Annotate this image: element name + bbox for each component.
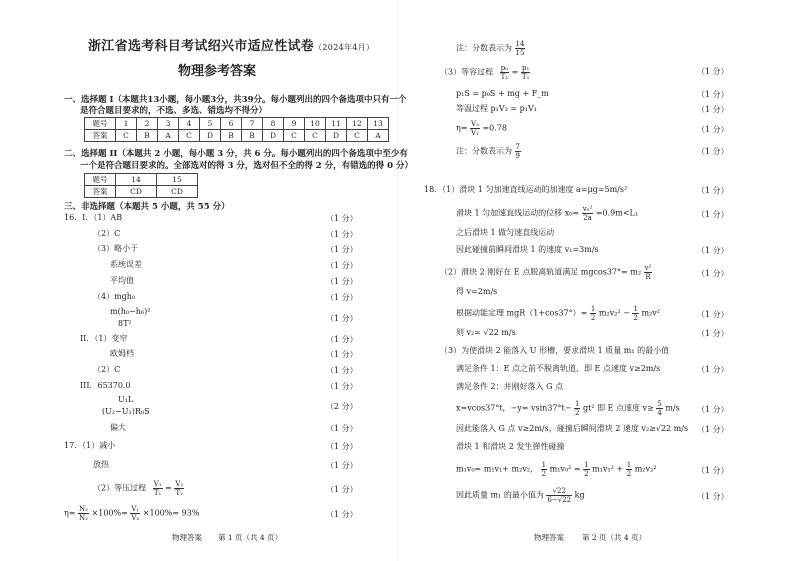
q16-formula-den: 8T² xyxy=(118,319,132,328)
q16-formula-num: U₁L xyxy=(118,395,134,404)
q17-line: 放热 xyxy=(93,460,109,469)
score-label: （1 分） xyxy=(326,261,358,270)
question-number-cell: 8 xyxy=(263,118,284,130)
q17-line: （2）等压过程 $\frac{\text{V₁}}{\text{T₁}}$ = $\frac{\text{V₂}}{\text{T₂}}$ xyxy=(93,480,184,497)
score-label: （1 分） xyxy=(326,314,358,323)
q18-line: 因此质量 m₁ 的最小值为 $\frac{√22}{6-√22}$ kg xyxy=(456,487,585,504)
score-label: （1 分） xyxy=(326,335,358,344)
score-label: （1 分） xyxy=(326,366,358,375)
q16-line: （2）C xyxy=(93,229,121,238)
answer-cell: D xyxy=(200,130,221,142)
score-label: （1 分） xyxy=(326,461,358,470)
answer-cell: B xyxy=(221,130,242,142)
score-label: （1 分） xyxy=(697,365,729,374)
score-label: （1 分） xyxy=(697,405,729,414)
answer-cell: B xyxy=(137,130,158,142)
note-line: 注：分数表示为 $\frac{14}{15}$ xyxy=(456,40,525,57)
exam-title: 浙江省选考科目考试绍兴市适应性试卷（2024年4月） xyxy=(88,39,375,54)
score-label: （1 分） xyxy=(697,147,729,156)
question-number-cell: 5 xyxy=(200,118,221,130)
footer-page: 第 2 页（共 4 页） xyxy=(582,533,647,542)
score-label: （1 分） xyxy=(697,125,729,134)
question-number-cell: 15 xyxy=(157,174,198,186)
row-label: 题号 xyxy=(85,174,116,186)
answer-cell: CD xyxy=(157,186,198,198)
q18-line: 得 v=2m/s xyxy=(456,287,498,296)
note-line: 注：分数表示为 $\frac{7}{9}$ xyxy=(456,143,521,160)
answer-cell: C xyxy=(116,130,137,142)
question-number-cell: 10 xyxy=(305,118,326,130)
score-label: （1 分） xyxy=(697,329,729,338)
score-label: （1 分） xyxy=(326,510,358,519)
answer-cell: C xyxy=(284,130,305,142)
question-number-cell: 12 xyxy=(347,118,368,130)
score-label: （1 分） xyxy=(697,186,729,195)
answer-row xyxy=(85,130,389,142)
q16-line: II．（1）变窄 xyxy=(80,334,128,343)
page-divider xyxy=(397,0,398,561)
q17-ratio: η= $\frac{\text{V₃}}{\text{V₁}}$ =0.78 xyxy=(456,120,507,137)
question-number-cell: 2 xyxy=(137,118,158,130)
question-number-cell: 4 xyxy=(179,118,200,130)
question-number-cell: 14 xyxy=(116,174,157,186)
q16-line: 16．I．（1）AB xyxy=(64,213,123,222)
answer-cell: D xyxy=(263,130,284,142)
question-number-row xyxy=(85,174,198,186)
score-label: （1 分） xyxy=(697,246,729,255)
q16-line: III．65370.0 xyxy=(80,381,131,390)
score-label: （1 分） xyxy=(326,485,358,494)
q18-line: （3）为使滑块 2 能落入 U 形槽，要求滑块 1 质量 m₁ 的最小值 xyxy=(440,346,670,355)
score-label: （1 分） xyxy=(697,269,729,278)
q16-line: （2）C xyxy=(93,365,121,374)
answer-cell: B xyxy=(242,130,263,142)
score-label: （1 分） xyxy=(697,492,729,501)
section2-heading: 二、选择题 II（本题共 2 小题，每小题 3 分，共 6 分。每小题列出的四个备选项中至少有 xyxy=(64,149,408,159)
q17-force-eq: p₁S = p₀S + mg + F_m xyxy=(456,89,549,98)
q18-line: 滑块 1 匀加速直线运动的位移 x₀= $\frac{\text{v₀²}}{2a}$ =0.9m<L₁ xyxy=(456,205,639,222)
score-label: （2 分） xyxy=(326,402,358,411)
q18-line: x=vcos37°t，−y= vsin37°t− $\frac{1}{2}$ gt² 即 E 点速度 v≥ $\frac{5}{4}$ m/s xyxy=(456,400,680,417)
q17-isochoric: （3）等容过程 $\frac{\text{p₀}}{\text{T₂}}$ = $\frac{\text{p₁}}{\text{T₁}}$ xyxy=(440,64,530,81)
q18-line: 滑块 1 和滑块 2 发生弹性碰撞 xyxy=(456,442,565,451)
row-label: 题号 xyxy=(85,118,116,130)
footer-subject: 物理答案 xyxy=(534,533,564,542)
footer-subject: 物理答案 xyxy=(172,533,202,542)
answer-cell: D xyxy=(326,130,347,142)
question-number-cell: 9 xyxy=(284,118,305,130)
q17-isothermal: 等温过程 p₁V₃ = p₁V₁ xyxy=(456,104,537,113)
score-label: （1 分） xyxy=(326,424,358,433)
question-number-cell: 3 xyxy=(158,118,179,130)
question-number-cell: 6 xyxy=(221,118,242,130)
q16-line: （4）mgh₀ xyxy=(93,292,136,301)
q16-formula-den: (U₂−U₁)R₀S xyxy=(102,407,150,416)
section1-heading: 一、选择题 I（本题共13小题，每小题3分，共39分。每小题列出的四个备选项中只有一个 xyxy=(64,95,407,105)
q18-line: m₁v₀= m₁v₁+ m₂v₂， $\frac{1}{2}$ m₁v₀² = $\frac{1}{2}$ m₁v₁² + $\frac{1}{2}$ m₂v₂² xyxy=(456,461,657,478)
answer-cell: C xyxy=(305,130,326,142)
q16-line: （3）略小于 xyxy=(93,244,139,253)
answer-cell: A xyxy=(368,130,389,142)
question-number-cell: 1 xyxy=(116,118,137,130)
section2-answer-table xyxy=(84,173,198,198)
q18-line: 因此能落入 G 点 v≥2m/s，碰撞后瞬间滑块 2 速度 v₂≥√22 m/s xyxy=(456,424,689,433)
q18-line: 满足条件 2：并刚好落入 G 点 xyxy=(456,382,564,391)
q18-line: （2）滑块 2 刚好在 E 点脱离轨道满足 mgcos37°= m₂ $\frac{\text{v²}}{R}$ xyxy=(440,264,652,281)
score-label: （1 分） xyxy=(326,350,358,359)
q18-line: 则 v₂= √22 m/s xyxy=(456,328,516,337)
score-label: （1 分） xyxy=(697,425,729,434)
question-number-row xyxy=(85,118,389,130)
q18-line: 之后滑块 1 做匀速直线运动 xyxy=(456,228,555,237)
answer-cell: C xyxy=(347,130,368,142)
score-label: （1 分） xyxy=(326,382,358,391)
q17-efficiency: η= $\frac{\text{N₂}}{\text{N₂}}$ ×100%= $\frac{\text{V₁}}{\text{V₂}}$ ×100%= 93% xyxy=(64,505,200,522)
question-number-cell: 13 xyxy=(368,118,389,130)
score-label: （1 分） xyxy=(697,67,729,76)
answer-key-subtitle: 物理参考答案 xyxy=(178,64,257,79)
q16-line: 平均值 xyxy=(110,276,134,285)
q16-formula-num: m(h₀−h₆)² xyxy=(110,307,151,316)
score-label: （1 分） xyxy=(697,105,729,114)
score-label: （1 分） xyxy=(326,277,358,286)
q18-line: 18．（1）滑块 1 匀加速直线运动的加速度 a=μg=5m/s² xyxy=(424,185,628,194)
score-label: （1 分） xyxy=(697,466,729,475)
score-label: （1 分） xyxy=(326,442,358,451)
answer-row xyxy=(85,186,198,198)
q18-line: 因此碰撞前瞬间滑块 1 的速度 v₁=3m/s xyxy=(456,245,599,254)
answer-cell: A xyxy=(158,130,179,142)
row-label: 答案 xyxy=(85,130,116,142)
q16-line: 系统误差 xyxy=(110,260,142,269)
q16-line: 欧姆档 xyxy=(110,349,134,358)
q16-line: 偏大 xyxy=(110,423,126,432)
score-label: （1 分） xyxy=(697,90,729,99)
section1-answer-table xyxy=(84,117,389,142)
answer-cell: C xyxy=(179,130,200,142)
score-label: （1 分） xyxy=(326,293,358,302)
section2-heading-cont: 一个是符合题目要求的。全部选对的得 3 分，选对但不全的得 2 分，有错选的得 0 分） xyxy=(80,161,414,171)
score-label: （1 分） xyxy=(326,230,358,239)
score-label: （1 分） xyxy=(697,210,729,219)
section1-heading-cont: 是符合题目要求的，不选、多选、错选均不得分） xyxy=(80,106,268,116)
q18-line: 根据动能定理 mgR（1+cos37°）= $\frac{1}{2}$ m₂v₂² − $\frac{1}{2}$ m₂v² xyxy=(456,305,660,322)
section3-heading: 三、非选择题（本题共 5 小题，共 55 分） xyxy=(64,202,230,212)
question-number-cell: 7 xyxy=(242,118,263,130)
question-number-cell: 11 xyxy=(326,118,347,130)
q18-line: 满足条件 1：E 点之前不脱离轨道，即 E 点速度 v≥2m/s xyxy=(456,364,661,373)
footer-page: 第 1 页（共 4 页） xyxy=(218,533,283,542)
answer-cell: CD xyxy=(116,186,157,198)
row-label: 答案 xyxy=(85,186,116,198)
score-label: （1 分） xyxy=(697,310,729,319)
q17-line: 17．（1）减小 xyxy=(64,441,116,450)
score-label: （1 分） xyxy=(326,214,358,223)
score-label: （1 分） xyxy=(326,245,358,254)
